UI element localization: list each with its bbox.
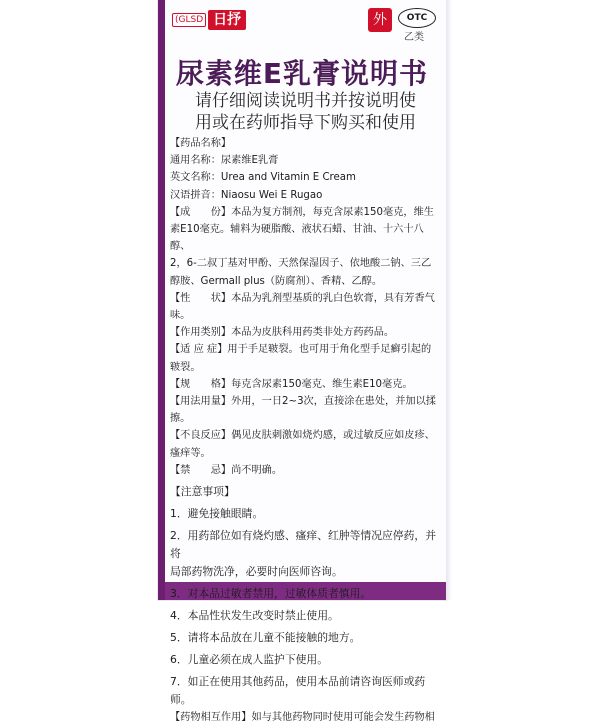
notes-header: 【注意事项】 (170, 485, 235, 499)
composition-line: 素E10毫克。辅料为硬脂酸、液状石蜡、甘油、十六十八醇、 (170, 224, 424, 253)
otc-badge: OTC (398, 8, 436, 28)
warning-line: 用或在药师指导下购买和使用 (195, 113, 416, 133)
indication-line: 【适 应 症】用于手足皲裂。也可用于角化型手足癣引起的 (170, 344, 432, 356)
document-title: 尿素维E乳膏说明书 (175, 57, 429, 90)
drug-name-header: 【药品名称】 (170, 138, 232, 149)
leaflet-body (170, 135, 440, 726)
composition-line: 【成 份】本品为复方制剂，每克含尿素150毫克，维生 (170, 206, 434, 218)
brand-logo (172, 9, 246, 31)
read-warning (195, 90, 445, 134)
composition-line: 醇胺、Germall plus（防腐剂）、香精、乙醇。 (170, 275, 383, 287)
external-use-badge: 外 (368, 8, 392, 32)
note-item: 5．请将本品放在儿童不能接触的地方。 (170, 631, 361, 645)
adverse-line: 【不良反应】偶见皮肤刺激如烧灼感，或过敏反应如皮疹、 (170, 430, 435, 442)
note-item: 局部药物洗净，必要时向医师咨询。 (170, 565, 343, 579)
note-item: 3．对本品过敏者禁用，过敏体质者慎用。 (170, 587, 372, 601)
specification: 【规 格】每克含尿素150毫克、维生素E10毫克。 (170, 378, 413, 390)
indication-line: 皲裂。 (170, 361, 201, 373)
otc-class-label: 乙类 (404, 32, 424, 43)
generic-name: 通用名称：尿素维E乳膏 (170, 155, 279, 167)
note-item: 6．儿童必须在成人监护下使用。 (170, 653, 329, 667)
brand-logo-text: 日抒 (208, 10, 246, 30)
note-item: 1．避免接触眼睛。 (170, 507, 264, 521)
composition-line: 2，6-二叔丁基对甲酚、天然保湿因子、依地酸二钠、三乙 (170, 258, 432, 270)
english-name: 英文名称：Urea and Vitamin E Cream (170, 172, 356, 184)
brand-logo-mark: (GLSD (172, 13, 206, 27)
usage-dosage: 【用法用量】外用，一日2~3次，直接涂在患处，并加以揉擦。 (170, 396, 436, 425)
note-item: 7．如正在使用其他药品，使用本品前请咨询医师或药师。 (170, 675, 426, 707)
warning-line: 请仔细阅读说明书并按说明使 (195, 91, 416, 111)
contraindication: 【禁 忌】尚不明确。 (170, 464, 283, 476)
adverse-line: 瘙痒等。 (170, 447, 211, 459)
pinyin-name: 汉语拼音：Niaosu Wei E Rugao (170, 189, 323, 201)
note-item: 4．本品性状发生改变时禁止使用。 (170, 609, 339, 623)
note-item: 2．用药部位如有烧灼感、瘙痒、红肿等情况应停药，并将 (170, 529, 436, 561)
category: 【作用类别】本品为皮肤科用药类非处方药药品。 (170, 327, 395, 339)
properties: 【性 状】本品为乳剂型基质的乳白色软膏，具有芳香气味。 (170, 292, 435, 322)
interaction: 【药物相互作用】如与其他药物同时使用可能会发生药物相 (170, 712, 435, 724)
sheet-edge-shadow (446, 0, 452, 600)
